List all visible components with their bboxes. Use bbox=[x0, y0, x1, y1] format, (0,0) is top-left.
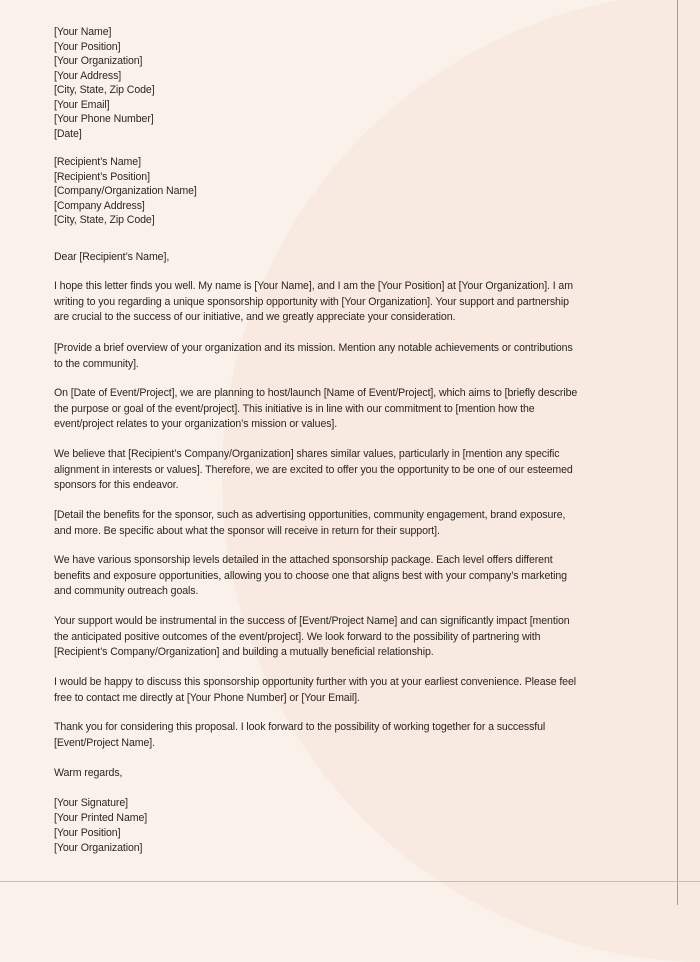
signature-block bbox=[54, 796, 654, 856]
letter-date: [Date] bbox=[54, 127, 82, 140]
paragraph-line: alignment in interests or values]. Therefore, we are excited to offer you the opportunity to be one of our esteemed bbox=[54, 463, 573, 476]
paragraph-line: Your support would be instrumental in the success of [Event/Project Name] and can significantly impact [mention bbox=[54, 615, 570, 627]
body-paragraph-benefits bbox=[54, 508, 654, 539]
body-paragraph-overview bbox=[54, 341, 654, 372]
body-paragraph-intro bbox=[54, 279, 654, 326]
body-paragraph-event bbox=[54, 386, 654, 433]
paragraph-line: We believe that [Recipient’s Company/Organization] shares similar values, particularly in [mention any specific bbox=[54, 448, 560, 460]
paragraph-line: [Recipient’s Company/Organization] and building a mutually beneficial relationship. bbox=[54, 646, 434, 658]
paragraph-line: On [Date of Event/Project], we are planning to host/launch [Name of Event/Project], which aims to [briefly describe bbox=[54, 387, 578, 399]
paragraph-line: [Event/Project Name]. bbox=[54, 736, 155, 749]
recipient-position: [Recipient’s Position] bbox=[54, 170, 150, 183]
salutation bbox=[54, 250, 654, 266]
recipient-company: [Company/Organization Name] bbox=[54, 185, 197, 197]
paragraph-line: I would be happy to discuss this sponsorship opportunity further with you at your earliest convenience. Please feel bbox=[54, 676, 577, 688]
salutation-text: Dear [Recipient’s Name], bbox=[54, 251, 170, 263]
body-paragraph-values bbox=[54, 447, 654, 494]
signature-line: [Your Signature] bbox=[54, 797, 128, 809]
paragraph-line: the purpose or goal of the event/project]. This initiative is in line with our commitment to [mention how the bbox=[54, 402, 535, 415]
sender-phone: [Your Phone Number] bbox=[54, 113, 154, 125]
signer-position: [Your Position] bbox=[54, 827, 121, 839]
paragraph-line: [Detail the benefits for the sponsor, such as advertising opportunities, community engagement, brand exposure, bbox=[54, 509, 566, 521]
paragraph-line: and more. Be specific about what the sponsor will receive in return for their support]. bbox=[54, 524, 440, 537]
sender-address-block bbox=[54, 25, 654, 141]
recipient-address-block bbox=[54, 155, 654, 228]
paragraph-line: to the community]. bbox=[54, 357, 139, 370]
sender-email: [Your Email] bbox=[54, 98, 110, 111]
body-paragraph-impact bbox=[54, 614, 654, 661]
recipient-address: [Company Address] bbox=[54, 199, 145, 212]
sender-city-state-zip: [City, State, Zip Code] bbox=[54, 84, 155, 96]
sender-address: [Your Address] bbox=[54, 69, 122, 82]
paragraph-line: writing to you regarding a unique sponsorship opportunity with [Your Organization]. Your support and partnership bbox=[54, 295, 569, 308]
paragraph-line: benefits and exposure opportunities, allowing you to choose one that aligns best with your company’s marketing bbox=[54, 569, 567, 582]
sender-organization: [Your Organization] bbox=[54, 55, 143, 67]
page-edge-vertical bbox=[677, 0, 678, 905]
paragraph-line: sponsors for this endeavor. bbox=[54, 479, 179, 491]
paragraph-line: [Provide a brief overview of your organization and its mission. Mention any notable achievements or contributions bbox=[54, 342, 573, 354]
closing-text: Warm regards, bbox=[54, 767, 123, 779]
signer-organization: [Your Organization] bbox=[54, 842, 143, 854]
paragraph-line: are crucial to the success of our initiative, and we greatly appreciate your consideration. bbox=[54, 311, 456, 323]
body-paragraph-thanks bbox=[54, 720, 654, 751]
body-paragraph-contact bbox=[54, 675, 654, 706]
paragraph-line: I hope this letter finds you well. My name is [Your Name], and I am the [Your Position] at [Your Organization]. I am bbox=[54, 280, 573, 292]
recipient-city-state-zip: [City, State, Zip Code] bbox=[54, 214, 155, 226]
recipient-name: [Recipient’s Name] bbox=[54, 156, 141, 168]
page-edge-horizontal bbox=[0, 881, 700, 882]
paragraph-line: event/project relates to your organization’s mission or values]. bbox=[54, 418, 338, 430]
sender-position: [Your Position] bbox=[54, 40, 121, 53]
sender-name: [Your Name] bbox=[54, 26, 112, 38]
closing bbox=[54, 766, 654, 782]
paragraph-line: the anticipated positive outcomes of the event/project]. We look forward to the possibility of partnering with bbox=[54, 630, 541, 643]
printed-name: [Your Printed Name] bbox=[54, 812, 148, 824]
paragraph-line: Thank you for considering this proposal. I look forward to the possibility of working together for a successful bbox=[54, 721, 546, 733]
body-paragraph-levels bbox=[54, 553, 654, 600]
paragraph-line: and community outreach goals. bbox=[54, 585, 199, 597]
paragraph-line: free to contact me directly at [Your Phone Number] or [Your Email]. bbox=[54, 691, 360, 704]
paragraph-line: We have various sponsorship levels detailed in the attached sponsorship package. Each level offers different bbox=[54, 554, 553, 566]
